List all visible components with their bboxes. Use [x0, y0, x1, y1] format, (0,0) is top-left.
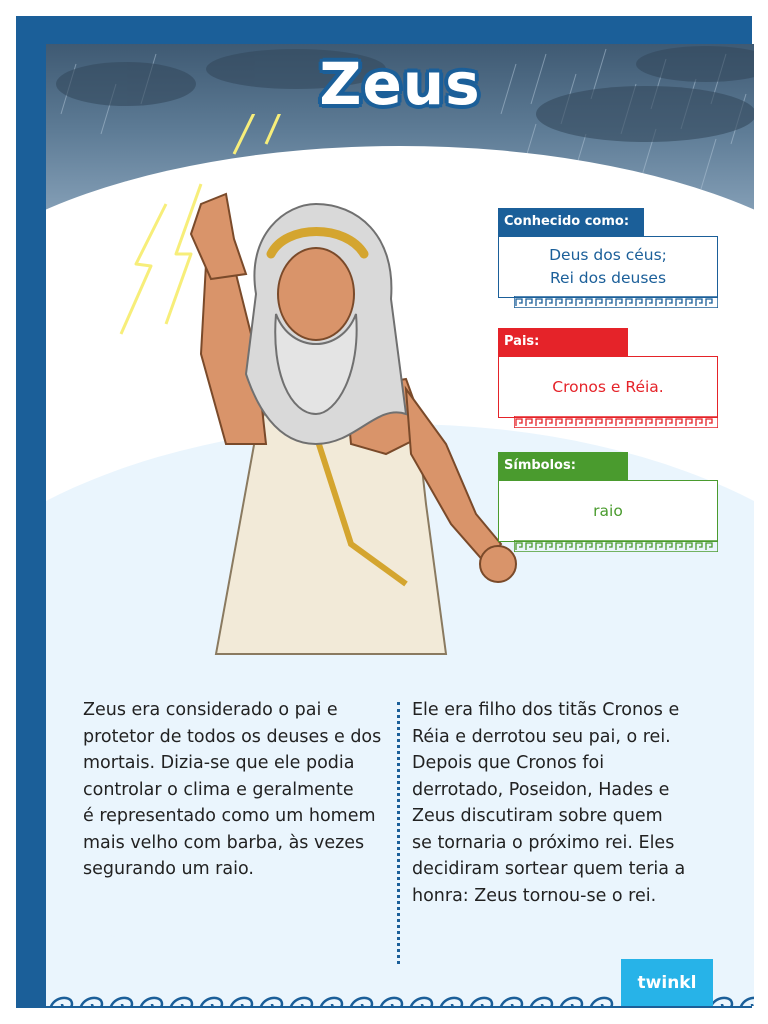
- body-left-line: é representado como um homem: [83, 806, 376, 826]
- known-as-line-1: Deus dos céus;: [549, 246, 667, 264]
- body-right-line: Zeus discutiram sobre quem: [412, 806, 663, 826]
- body-left-column: [83, 697, 393, 883]
- body-right-line: Ele era filho dos titãs Cronos e: [412, 700, 680, 720]
- known-as-label: Conhecido como:: [498, 208, 644, 236]
- known-as-line-2: Rei dos deuses: [549, 269, 667, 287]
- known-as-box: [498, 236, 718, 298]
- symbols-box: [498, 480, 718, 542]
- page-title: Zeus: [319, 50, 481, 118]
- body-right-line: se tornaria o próximo rei. Eles: [412, 832, 675, 853]
- greek-key-border-icon: [514, 416, 718, 428]
- body-left-line: mortais. Dizia-se que ele podia: [83, 753, 355, 773]
- column-divider: [397, 702, 400, 964]
- body-right-line: Depois que Cronos foi: [412, 753, 605, 773]
- symbols-value: raio: [593, 501, 623, 520]
- poster-inner: [46, 44, 754, 1006]
- body-right-line: Réia e derrotou seu pai, o rei.: [412, 726, 671, 747]
- body-left-line: protetor de todos os deuses e dos: [83, 726, 382, 747]
- symbols-label: Símbolos:: [498, 452, 628, 480]
- twinkl-logo[interactable]: [621, 959, 713, 1006]
- poster-frame: [16, 16, 752, 1008]
- body-right-column: [412, 697, 722, 909]
- body-left-line: segurando um raio.: [83, 859, 254, 879]
- body-left-line: controlar o clima e geralmente: [83, 779, 354, 800]
- twinkl-logo-text: twinkl: [637, 973, 697, 993]
- zeus-illustration-icon: [106, 114, 526, 674]
- greek-key-border-icon: [514, 296, 718, 308]
- parents-box: [498, 356, 718, 418]
- greek-key-border-icon: [514, 540, 718, 552]
- body-right-line: derrotado, Poseidon, Hades e: [412, 779, 670, 800]
- body-right-line: decidiram sortear quem teria a: [412, 859, 686, 879]
- body-left-line: mais velho com barba, às vezes: [83, 832, 365, 853]
- parents-label: Pais:: [498, 328, 628, 356]
- body-left-line: Zeus era considerado o pai e: [83, 700, 338, 720]
- parents-value: Cronos e Réia.: [552, 377, 664, 396]
- body-right-line: honra: Zeus tornou-se o rei.: [412, 885, 657, 906]
